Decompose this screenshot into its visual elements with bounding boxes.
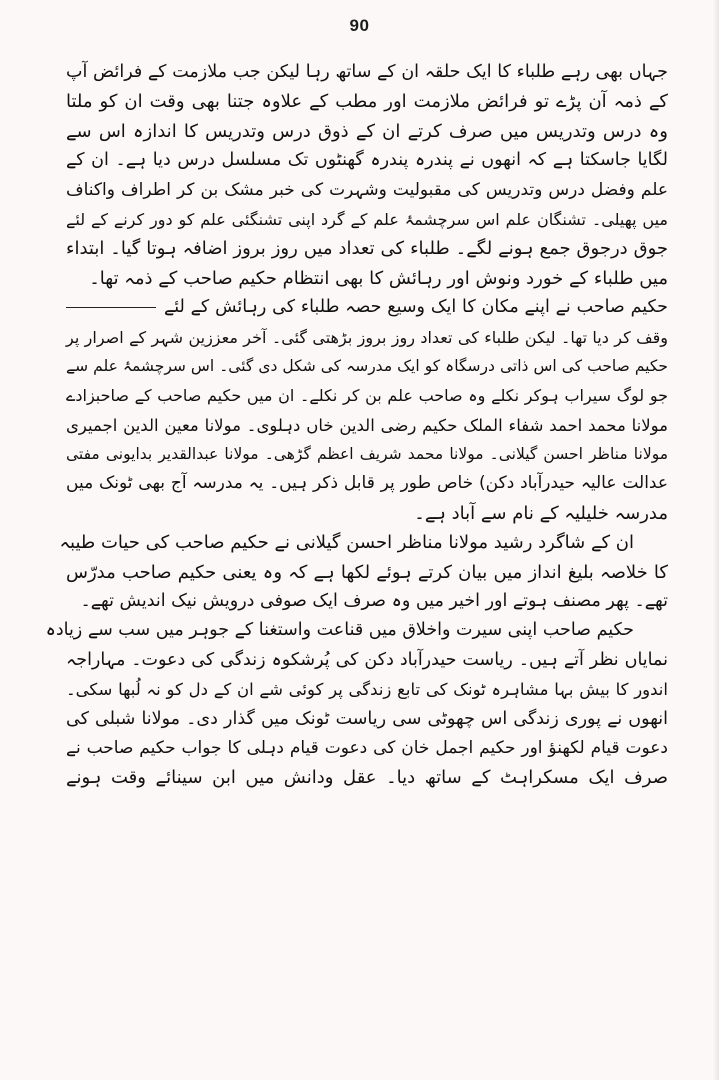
text-line: دعوت قیام لکھنؤ اور حکیم اجمل خان کی دعوت قیام دہلی کا جواب حکیم صاحب نے (66, 737, 668, 758)
text-line: لگایا جاسکتا ہے کہ انھوں نے پندرہ پندرہ گھنٹوں تک مسلسل درس دیا ہے۔ ان کے (66, 150, 668, 171)
text-line: کے ذمہ آن پڑے تو فرائض ملازمت اور مطب کے علاوہ جتنا بھی وقت ان کو ملتا (66, 91, 668, 113)
text-line: تھے۔ پھر مصنف ہوتے اور اخیر میں وہ صرف ایک صوفی درویش نیک اندیش تھے۔ (80, 591, 668, 612)
text-line: ان کے شاگرد رشید مولانا مناظر احسن گیلانی نے حکیم صاحب کی حیات طیبہ (59, 532, 634, 554)
text-line: میں پھیلی۔ تشنگان علم اس سرچشمۂ علم کے گرد اپنی تشنگئی علم کو دور کرنے کے لئے (66, 209, 668, 229)
text-line: حکیم صاحب نے اپنے مکان کا ایک وسیع حصہ طلباء کی رہائش کے لئے (164, 297, 668, 318)
page-edge-shadow (713, 0, 719, 1080)
text-line: اندور کا بیش بہا مشاہرہ ٹونک کی تابع زندگی پر کوئی شے ان کے دل کو نہ لُبھا سکی۔ (66, 680, 668, 700)
text-line: حکیم صاحب کی اس ذاتی درسگاہ کو ایک مدرسہ کی شکل دی گئی۔ اس سرچشمۂ علم سے (66, 356, 668, 375)
text-line: جہاں بھی رہے طلباء کا ایک حلقہ ان کے ساتھ رہا لیکن جب ملازمت کے فرائض آپ (66, 62, 668, 82)
text-line: علم وفضل درس وتدریس کی مقبولیت وشہرت کی خبر مشک بن کر اطراف واکناف (66, 179, 668, 200)
text-line: مدرسہ خلیلیہ کے نام سے آباد ہے۔ (414, 502, 668, 524)
text-line: عدالت عالیہ حیدرآباد دکن) خاص طور پر قابل ذکر ہیں۔ یہ مدرسہ آج بھی ٹونک میں (66, 473, 668, 494)
text-line: مولانا محمد احمد شفاء الملک حکیم رضی الدین خاں دہلوی۔ مولانا معین الدین اجمیری (66, 415, 668, 435)
text-line: مولانا مناظر احسن گیلانی۔ مولانا محمد شریف اعظم گڑھی۔ مولانا عبدالقدیر بدایونی مفتی (66, 445, 668, 464)
paragraph-start-line (66, 293, 668, 322)
text-line: صرف ایک مسکراہٹ کے ساتھ دیا۔ عقل ودانش میں ابن سینائے وقت ہونے (66, 767, 668, 789)
text-line: حکیم صاحب اپنی سیرت واخلاق میں قناعت واستغنا کے جوہر میں سب سے زیادہ (45, 620, 634, 641)
text-line: نمایاں نظر آتے ہیں۔ ریاست حیدرآباد دکن کی پُرشکوہ زندگی کی دعوت۔ مہاراجہ (66, 649, 668, 670)
text-line: وہ درس وتدریس میں صرف کرتے ان کے ذوق درس وتدریس کا اندازہ اس سے (66, 120, 668, 142)
text-line: جو لوگ سیراب ہوکر نکلے وہ صاحب علم بن کر نکلے۔ ان میں حکیم صاحب کے صاحبزادے (66, 386, 668, 406)
text-line: کا خلاصہ بلیغ انداز میں بیان کرتے ہوئے لکھا ہے کہ وہ یعنی حکیم صاحب مدرّس (66, 561, 668, 583)
text-line: میں طلباء کے خورد ونوش اور رہائش کا بھی انتظام حکیم صاحب کے ذمہ تھا۔ (89, 267, 668, 289)
paragraph-rule (66, 307, 156, 308)
page-number: 90 (349, 16, 370, 35)
page-body-text (45, 58, 668, 793)
text-line: انھوں نے پوری زندگی اس چھوٹی سی ریاست ٹونک میں گذار دی۔ مولانا شبلی کی (66, 708, 668, 729)
text-line: جوق درجوق جمع ہونے لگے۔ طلباء کی تعداد میں روز بروز اضافہ ہوتا گیا۔ ابتداء (66, 238, 668, 260)
text-line: وقف کر دیا تھا۔ لیکن طلباء کی تعداد روز بروز بڑھتی گئی۔ آخر معززین شہر کے اصرار پر (66, 327, 668, 347)
